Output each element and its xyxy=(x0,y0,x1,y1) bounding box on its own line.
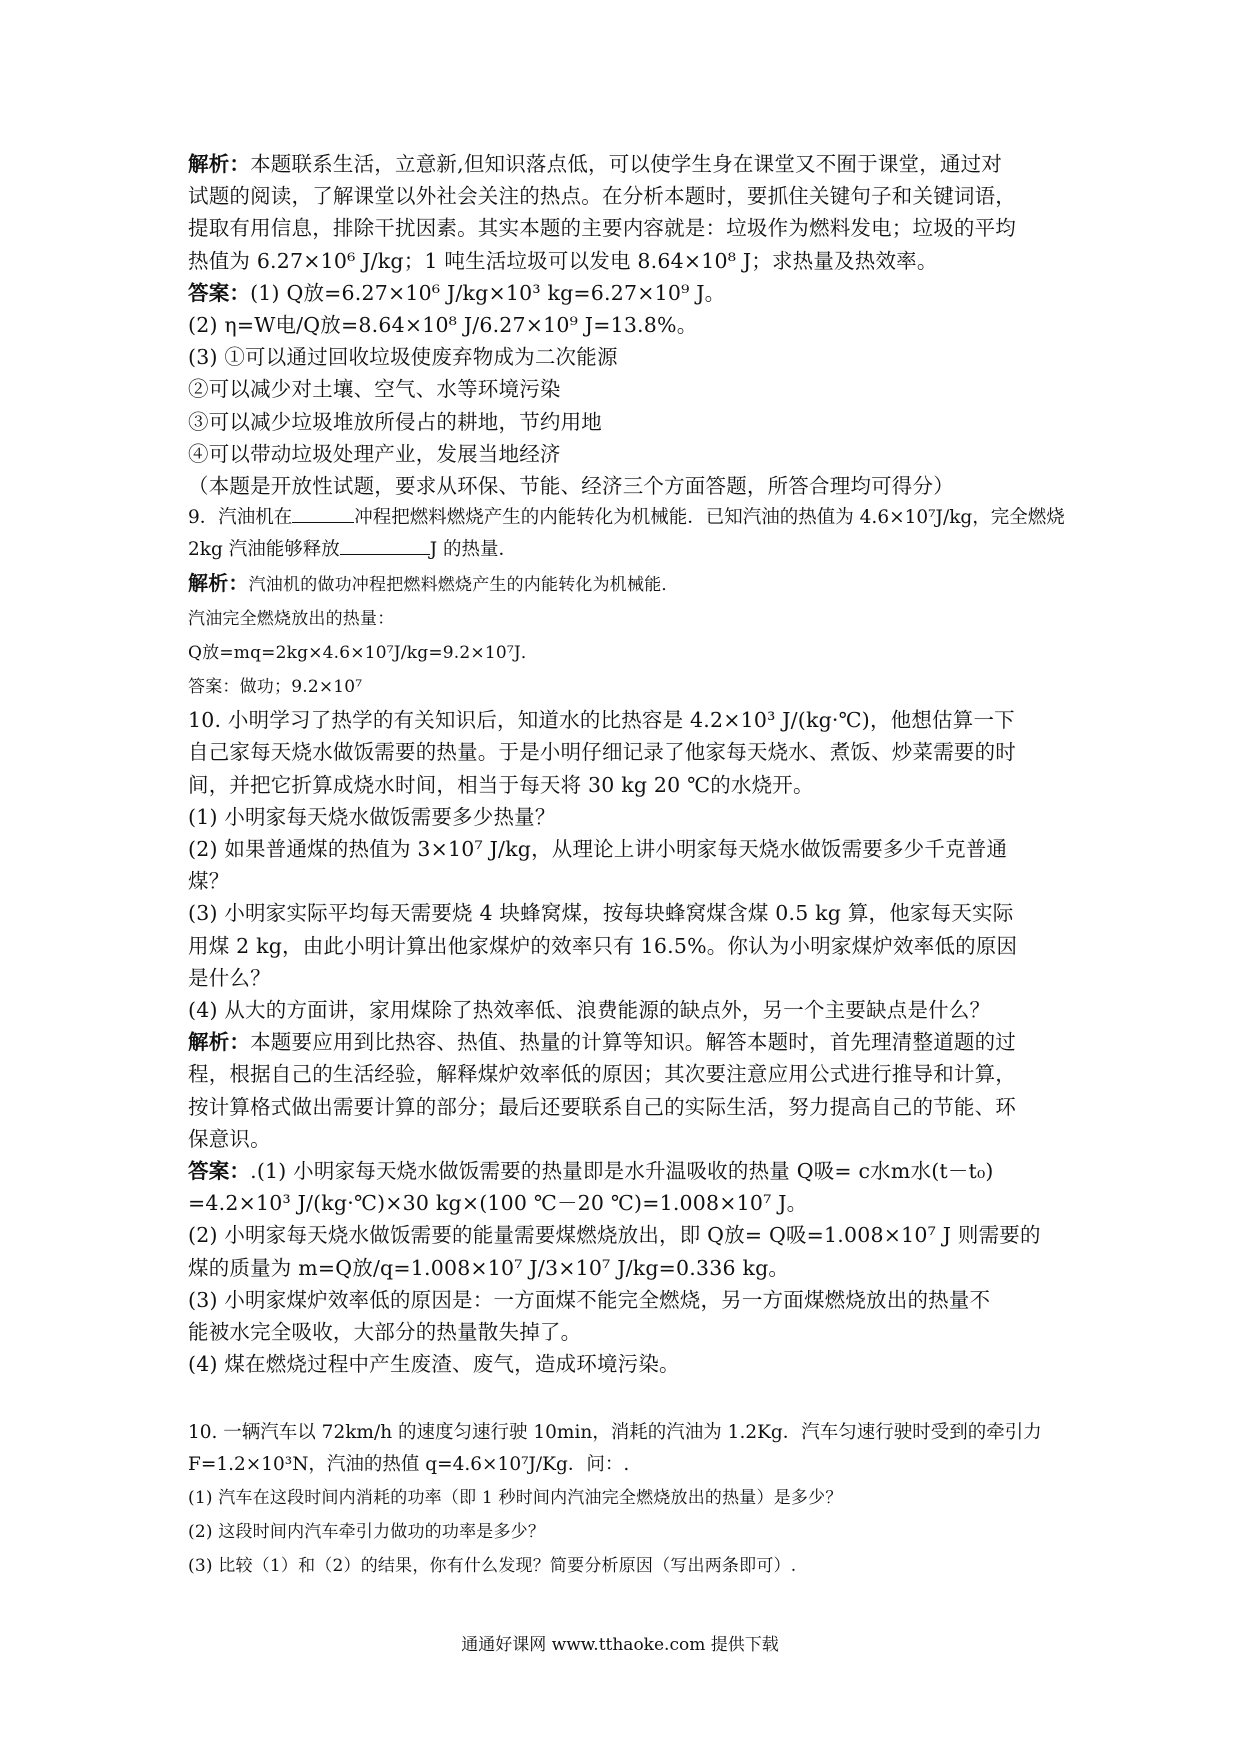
question-line: (3) 小明家实际平均每天需要烧 4 块蜂窝煤，按每块蜂窝煤含煤 0.5 kg 算，他家每天实际 xyxy=(188,901,1014,926)
analysis-line: 热值为 6.27×10⁶ J/kg；1 吨生活垃圾可以发电 8.64×10⁸ J；求热量及热效率。 xyxy=(188,248,938,273)
analysis-line: 解析：汽油机的做功冲程把燃料燃烧产生的内能转化为机械能． xyxy=(188,571,679,596)
question-line: 间，并把它折算成烧水时间，相当于每天将 30 kg 20 ℃的水烧开。 xyxy=(188,772,814,797)
analysis-line: 解析：本题联系生活，立意新,但知识落点低，可以使学生身在课堂又不囿于课堂，通过对 xyxy=(188,152,1003,176)
analysis-line: 解析：本题要应用到比热容、热值、热量的计算等知识。解答本题时，首先理清整道题的过 xyxy=(188,1030,1017,1055)
answer-line: (2) η=W电/Q放=8.64×10⁸ J/6.27×10⁹ J=13.8%。 xyxy=(188,313,698,338)
analysis-line: 按计算格式做出需要计算的部分；最后还要联系自己的实际生活，努力提高自己的节能、环 xyxy=(188,1094,1016,1119)
analysis-line: Q放=mq=2kg×4.6×10⁷J/kg=9.2×10⁷J． xyxy=(188,643,539,664)
question-line: (3) 比较（1）和（2）的结果，你有什么发现？简要分析原因（写出两条即可）. xyxy=(188,1555,797,1576)
answer-line: （本题是开放性试题，要求从环保、节能、经济三个方面答题，所答合理均可得分） xyxy=(188,474,954,499)
question-line: (1) 汽车在这段时间内消耗的功率（即 1 秒时间内汽油完全燃烧放出的热量）是多少？ xyxy=(188,1487,843,1508)
analysis-section-1 xyxy=(188,148,1068,502)
spacer xyxy=(188,1381,1068,1417)
analysis-line: 汽油完全燃烧放出的热量： xyxy=(188,609,395,630)
answer-line: 答案：(1) Q放=6.27×10⁶ J/kg×10³ kg=6.27×10⁹ J。 xyxy=(188,280,726,305)
answer-line: (4) 煤在燃烧过程中产生废渣、废气，造成环境污染。 xyxy=(188,1352,680,1377)
answer-line: 煤的质量为 m=Q放/q=1.008×10⁷ J/3×10⁷ J/kg=0.336 kg。 xyxy=(188,1255,790,1280)
question-line: (4) 从大的方面讲，家用煤除了热效率低、浪费能源的缺点外，另一个主要缺点是什么？ xyxy=(188,998,991,1023)
answer-line: ②可以减少对土壤、空气、水等环境污染 xyxy=(188,377,561,402)
fill-blank xyxy=(340,553,430,555)
question-line: (2) 这段时间内汽车牵引力做功的功率是多少？ xyxy=(188,1521,546,1542)
answer-line: ④可以带动垃圾处理产业，发展当地经济 xyxy=(188,441,561,466)
question-line: 自己家每天烧水做饭需要的热量。于是小明仔细记录了他家每天烧水、煮饭、炒菜需要的时 xyxy=(188,740,1016,765)
answer-line: 答案：做功；9.2×10⁷ xyxy=(188,677,363,698)
question-line: (2) 如果普通煤的热值为 3×10⁷ J/kg，从理论上讲小明家每天烧水做饭需要多少千克普通 xyxy=(188,837,1008,862)
answer-line: ③可以减少垃圾堆放所侵占的耕地，节约用地 xyxy=(188,409,602,434)
answer-label: 答案： xyxy=(188,280,251,305)
analysis-line: 程，根据自己的生活经验，解释煤炉效率低的原因；其次要注意应用公式进行推导和计算， xyxy=(188,1062,1016,1087)
question-10 xyxy=(188,704,1068,1380)
answer-line: 能被水完全吸收，大部分的热量散失掉了。 xyxy=(188,1320,582,1345)
answer-line: (3) 小明家煤炉效率低的原因是：一方面煤不能完全燃烧，另一方面煤燃烧放出的热量不 xyxy=(188,1287,991,1312)
question-line: 10. 小明学习了热学的有关知识后，知道水的比热容是 4.2×10³ J/(kg·℃)，他想估算一下 xyxy=(188,708,1015,733)
answer-line: (2) 小明家每天烧水做饭需要的能量需要煤燃烧放出，即 Q放= Q吸=1.008×10⁷ J 则需要的 xyxy=(188,1223,1041,1248)
question-10b xyxy=(188,1417,1068,1583)
analysis-line: 保意识。 xyxy=(188,1126,271,1151)
fill-blank xyxy=(292,521,354,523)
question-line: 用煤 2 kg，由此小明计算出他家煤炉的效率只有 16.5%。你认为小明家煤炉效率低的原因 xyxy=(188,933,1018,958)
answer-line: 答案：.(1) 小明家每天烧水做饭需要的热量即是水升温吸收的热量 Q吸= c水m水(t－t₀) xyxy=(188,1159,994,1184)
analysis-label: 解析： xyxy=(188,1030,251,1055)
document-page xyxy=(188,148,1068,1583)
answer-label: 答案： xyxy=(188,1159,251,1184)
analysis-line: 提取有用信息，排除干扰因素。其实本题的主要内容就是：垃圾作为燃料发电；垃圾的平均 xyxy=(188,216,1016,241)
question-line: 煤？ xyxy=(188,869,230,894)
question-line: 是什么？ xyxy=(188,965,271,990)
question-line: 9．汽油机在 冲程把燃料燃烧产生的内能转化为机械能．已知汽油的热值为 4.6×10⁷J/kg，完全燃烧 xyxy=(188,507,1065,529)
answer-line: (3) ①可以通过回收垃圾使废弃物成为二次能源 xyxy=(188,345,618,370)
answer-line: =4.2×10³ J/(kg·℃)×30 kg×(100 ℃－20 ℃)=1.008×10⁷ J。 xyxy=(188,1191,808,1216)
analysis-label: 解析： xyxy=(188,152,251,176)
question-line: 2kg 汽油能够释放 J 的热量． xyxy=(188,539,518,561)
question-line: F=1.2×10³N，汽油的热值 q=4.6×10⁷J/Kg．问：. xyxy=(188,1453,630,1475)
page-footer: 通通好课网 www.tthaoke.com 提供下载 xyxy=(461,1635,779,1655)
question-9 xyxy=(188,502,1068,704)
question-line: (1) 小明家每天烧水做饭需要多少热量？ xyxy=(188,804,556,829)
analysis-label: 解析： xyxy=(188,571,249,596)
analysis-line: 试题的阅读，了解课堂以外社会关注的热点。在分析本题时，要抓住关键句子和关键词语， xyxy=(188,184,1016,209)
question-line: 10. 一辆汽车以 72km/h 的速度匀速行驶 10min，消耗的汽油为 1.2Kg．汽车匀速行驶时受到的牵引力 xyxy=(188,1421,1042,1443)
